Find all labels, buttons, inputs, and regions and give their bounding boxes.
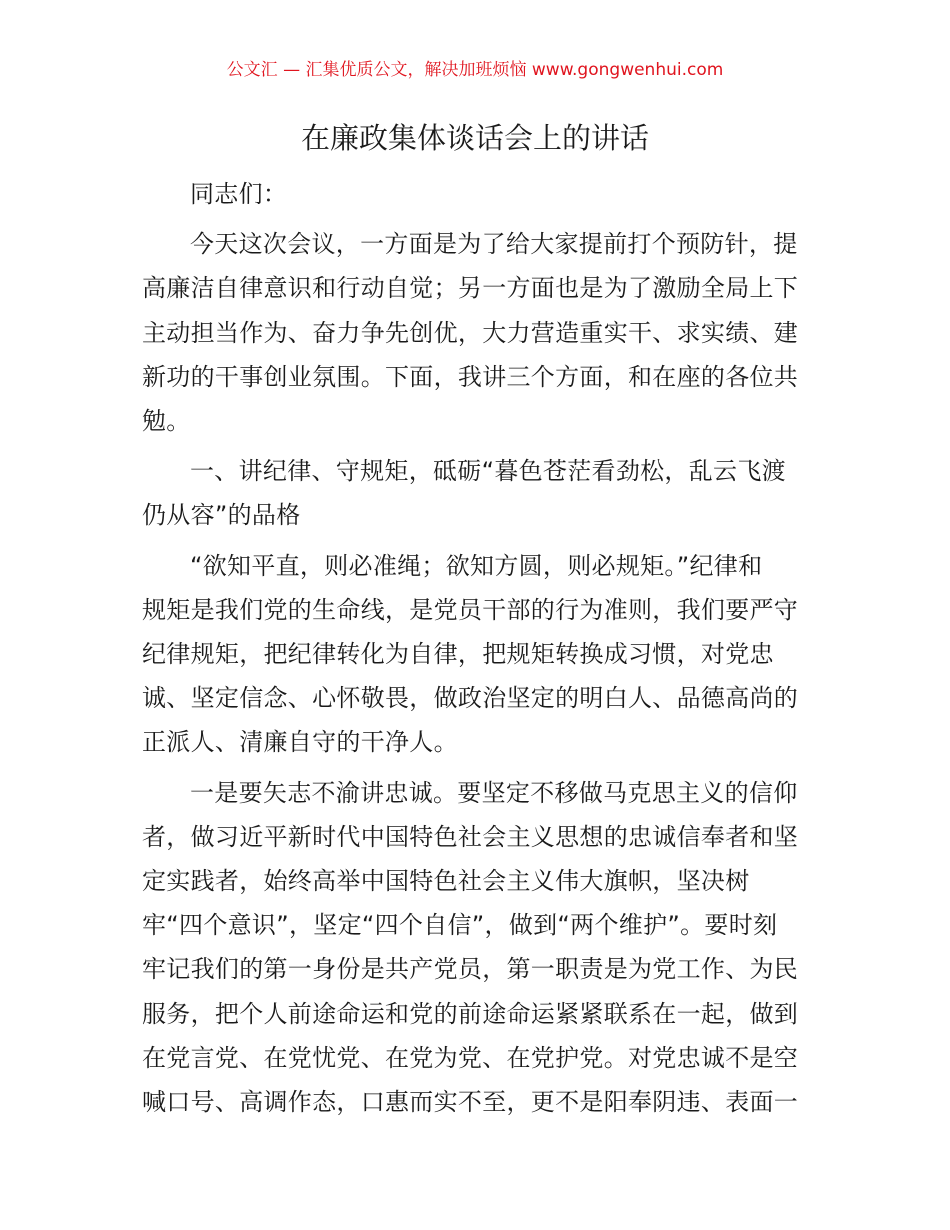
paragraph-line: 喊口号、高调作态，口惠而实不至，更不是阳奉阴违、表面一 (142, 1088, 799, 1117)
paragraph-line: 牢记我们的第一身份是共产党员，第一职责是为党工作、为民 (142, 955, 799, 984)
document-title: 在廉政集体谈话会上的讲话 (300, 121, 649, 155)
paragraph-3 (142, 771, 812, 1125)
paragraph-2 (142, 544, 812, 765)
greeting (142, 172, 812, 216)
paragraph-line: 规矩是我们党的生命线，是党员干部的行为准则，我们要严守 (142, 595, 799, 624)
paragraph-line: 勉。 (142, 407, 191, 436)
paragraph-line: 服务，把个人前途命运和党的前途命运紧紧联系在一起，做到 (142, 999, 799, 1028)
section-heading-1 (142, 449, 812, 537)
paragraph-1 (142, 222, 812, 443)
paragraph-line: 一是要矢志不渝讲忠诚。要坚定不移做马克思主义的信仰 (190, 778, 798, 807)
paragraph-line: 牢“四个意识”，坚定“四个自信”，做到“两个维护”。要时刻 (142, 911, 778, 940)
greeting-line: 同志们： (190, 180, 288, 208)
paragraph-line: 今天这次会议，一方面是为了给大家提前打个预防针，提 (190, 230, 798, 259)
heading-line: 一、讲纪律、守规矩，砥砺“暮色苍茫看劲松，乱云飞渡 (190, 457, 786, 486)
paragraph-line: 正派人、清廉自守的干净人。 (142, 728, 458, 757)
paragraph-line: 高廉洁自律意识和行动自觉；另一方面也是为了激励全局上下 (142, 274, 799, 303)
paragraph-line: 定实践者，始终高举中国特色社会主义伟大旗帜，坚决树 (142, 867, 750, 896)
site-header: 公文汇 — 汇集优质公文，解决加班烦恼 www.gongwenhui.com (226, 60, 724, 80)
paragraph-line: 在党言党、在党忧党、在党为党、在党护党。对党忠诚不是空 (142, 1043, 799, 1072)
paragraph-line: 诚、坚定信念、心怀敬畏，做政治坚定的明白人、品德高尚的 (142, 684, 799, 713)
paragraph-line: 纪律规矩，把纪律转化为自律，把规矩转换成习惯，对党忠 (142, 640, 774, 669)
paragraph-line: “欲知平直，则必准绳；欲知方圆，则必规矩。”纪律和 (190, 551, 763, 580)
heading-line: 仍从容”的品格 (142, 501, 301, 530)
paragraph-line: 者，做习近平新时代中国特色社会主义思想的忠诚信奉者和坚 (142, 822, 799, 851)
document-body (142, 172, 812, 1130)
paragraph-line: 新功的干事创业氛围。下面，我讲三个方面，和在座的各位共 (142, 362, 799, 391)
paragraph-line: 主动担当作为、奋力争先创优，大力营造重实干、求实绩、建 (142, 318, 799, 347)
